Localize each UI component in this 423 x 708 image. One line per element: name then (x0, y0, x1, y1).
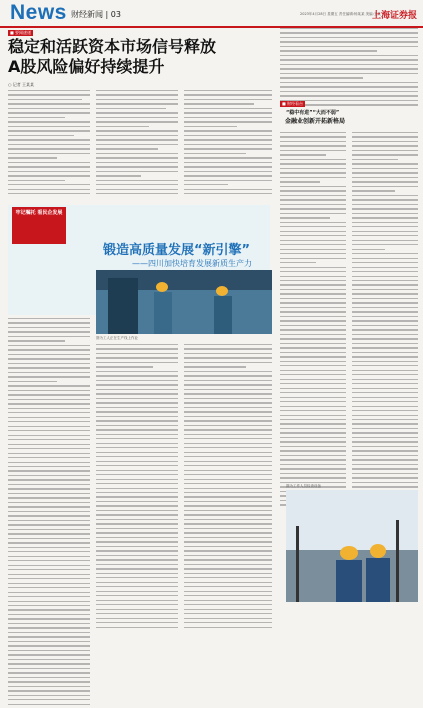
feature-column-3 (184, 344, 272, 631)
article-column-1 (8, 90, 90, 198)
right-story-headline: “稳中有进”“大而不弱” (286, 110, 340, 116)
brand-title: News (10, 1, 67, 24)
article-column-3 (184, 90, 272, 198)
page-meta: 2023年4月28日 星期五 责任编辑:杨某某 美编:王某 (300, 12, 381, 16)
top-story-tag: ■ 要闻速递 (10, 30, 32, 35)
photo-caption-1: 图为工人正在生产线上作业 (96, 336, 138, 340)
right-story-tag: ■ 财经看台 (282, 101, 304, 106)
feature-title: 锻造高质量发展“新引擎” (103, 243, 251, 258)
feature-photo-1 (96, 270, 272, 334)
right-column-body (280, 132, 418, 509)
byline: ○ 记者 王某某 (8, 82, 35, 87)
section-label: 财经新闻 | 03 (71, 10, 121, 19)
article-column-2 (96, 90, 178, 198)
feature-badge: 牢记嘱托 看民企发展 (12, 207, 66, 244)
top-story-headline (8, 37, 270, 77)
newspaper-logo: 上海证券报 (372, 11, 418, 21)
right-column-top (280, 28, 418, 109)
headline-line-1: 稳定和活跃资本市场信号释放 (8, 37, 217, 56)
page-header (0, 0, 423, 28)
right-story-headline-2: 金融业创新开拓新格局 (285, 118, 346, 125)
feature-subtitle: ——四川加快培育发展新质生产力 (132, 259, 252, 268)
feature-column-1 (8, 318, 90, 708)
photo-caption-2: 图为工作人员检查设备 (286, 484, 321, 488)
headline-line-2: A股风险偏好持续提升 (8, 57, 165, 76)
feature-column-2 (96, 344, 178, 631)
feature-photo-2 (286, 490, 418, 602)
